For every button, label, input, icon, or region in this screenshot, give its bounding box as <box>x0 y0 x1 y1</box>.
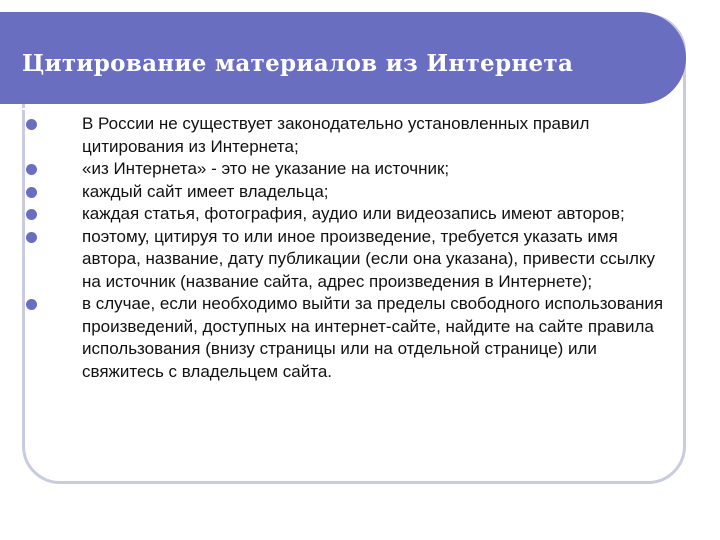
bullet-dot-icon <box>26 119 37 130</box>
bullet-item <box>26 293 676 383</box>
bullet-dot-icon <box>26 299 37 310</box>
title-bar <box>0 12 686 104</box>
bullet-dot-icon <box>26 164 37 175</box>
bullet-dot-icon <box>26 187 37 198</box>
bullet-item <box>26 158 676 181</box>
bullet-text: поэтому, цитируя то или иное произведение, требуется указать имя автора, название, дату публикации (если она указана), привести ссылку на источник (название сайта, адрес произведения в Интернете); <box>82 226 656 291</box>
bullet-text: каждый сайт имеет владельца; <box>82 181 329 201</box>
bullet-text: каждая статья, фотография, аудио или видеозапись имеют авторов; <box>82 204 625 223</box>
bullet-item <box>26 226 676 294</box>
bullet-dot-icon <box>26 232 37 243</box>
bullet-dot-icon <box>26 209 37 220</box>
slide-title: Цитирование материалов из Интернета <box>22 50 574 77</box>
bullet-item <box>26 181 676 204</box>
title-underline <box>22 108 667 110</box>
bullet-text: В России не существует законодательно установленных правил цитирования из Интернета; <box>82 114 590 156</box>
bullet-item <box>26 203 676 226</box>
bullet-text: «из Интернета» - это не указание на источник; <box>82 159 450 178</box>
bullet-item <box>26 113 676 158</box>
bullet-list <box>26 113 676 383</box>
bullet-text: в случае, если необходимо выйти за пределы свободного использования произведений, доступных на интернет-сайте, найдите на сайте правила использования (внизу страницы или на отдельной странице) или свяжитесь с владельцем сайта. <box>82 294 664 381</box>
